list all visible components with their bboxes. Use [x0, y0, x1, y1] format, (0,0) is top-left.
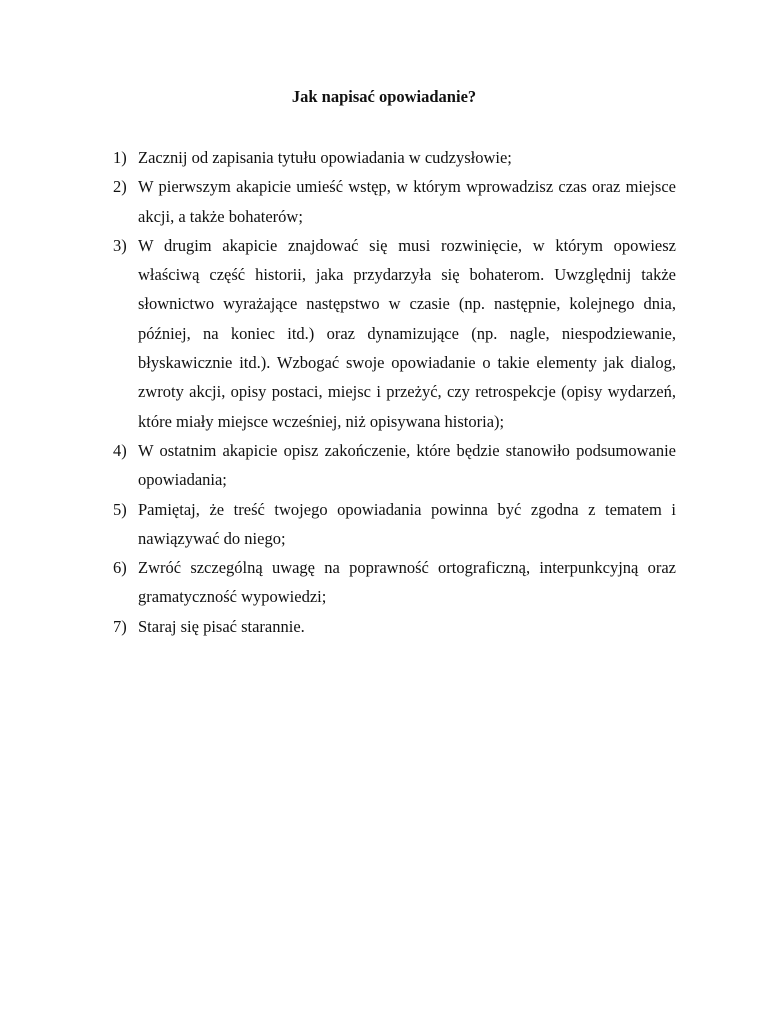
list-item-text: Zwróć szczególną uwagę na poprawność ortograficzną, interpunkcyjną oraz gramatyczność wypowiedzi; [138, 558, 676, 607]
list-item [113, 436, 676, 495]
list-item-text: Pamiętaj, że treść twojego opowiadania powinna być zgodna z tematem i nawiązywać do niego; [138, 499, 676, 548]
list-item [113, 553, 676, 612]
list-item-number: 5) [113, 499, 127, 519]
list-item-number: 2) [113, 177, 127, 197]
list-item-text: Zacznij od zapisania tytułu opowiadania w cudzysłowie; [138, 148, 512, 167]
list-item-text: W pierwszym akapicie umieść wstęp, w którym wprowadzisz czas oraz miejsce akcji, a także bohaterów; [138, 177, 676, 226]
list-item-text: W drugim akapicie znajdować się musi rozwinięcie, w którym opowiesz właściwą część historii, jaka przydarzyła się bohaterom. Uwzględnij także słownictwo wyrażające następstwo w czasie (np. następnie, kolejnego dnia, później, na koniec itd.) oraz dynamizujące (np. nagle, niespodziewanie, błyskawicznie itd.). Wzbogać swoje opowiadanie o takie elementy jak dialog, zwroty akcji, opisy postaci, miejsc i przeżyć, czy retrospekcje (opisy wydarzeń, które miały miejsce wcześniej, niż opisywana historia); [138, 235, 676, 431]
list-item-text: W ostatnim akapicie opisz zakończenie, które będzie stanowiło podsumowanie opowiadania; [138, 440, 676, 490]
list-item [113, 231, 676, 436]
list-item [113, 495, 676, 554]
list-item-number: 4) [113, 440, 127, 460]
list-item [113, 172, 676, 231]
document-title: Jak napisać opowiadanie? [291, 87, 477, 106]
list-item [113, 143, 676, 172]
list-item [113, 612, 676, 641]
list-item-number: 3) [113, 235, 127, 255]
list-item-number: 7) [113, 616, 127, 636]
list-item-text: Staraj się pisać starannie. [138, 616, 305, 636]
list-item-number: 1) [113, 148, 127, 167]
list-item-number: 6) [113, 558, 127, 578]
steps-list [113, 143, 676, 641]
